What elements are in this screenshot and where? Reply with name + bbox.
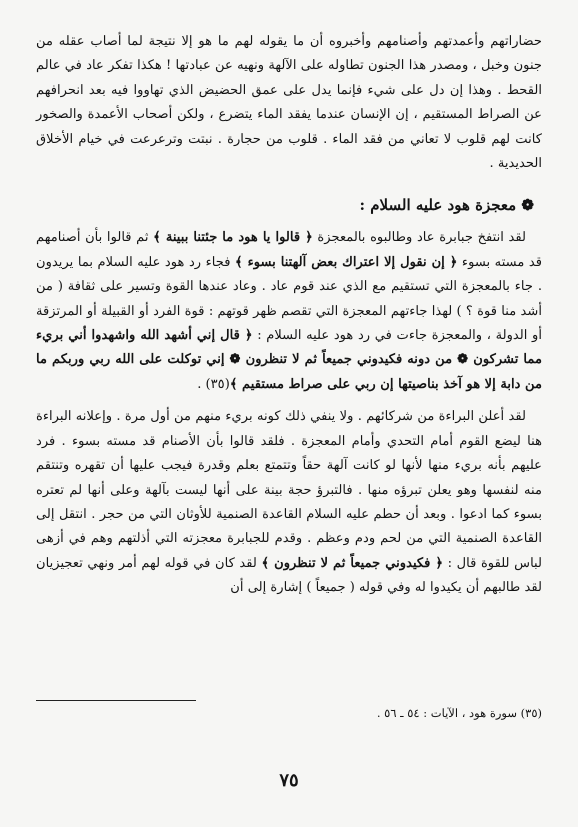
paragraph-2 [36, 226, 542, 397]
text-run: لقد انتفخ جبابرة عاد وطالبوه بالمعجزة [312, 230, 526, 246]
quran-verse: ﴿ فكيدوني جميعاً ثم لا تنظرون ﴾ [261, 555, 444, 571]
text-run: لقد أعلن البراءة من شركائهم . ولا ينفي ذلك كونه بريء منهم من أول مرة . وإعلانه البراءة هنا ليضع القوم أمام التحدي وأمام المعجزة . فلقد قالوا بأن الأصنام قد مسته بسوء . فرد عليهم بأنه بريء منها لأنها لو كانت آلهة حقاً وتتمتع بعلم وقدرة فيجب عليها أن تقهره وتنتقم منه لنفسها وهو يعلن تبرؤه منها . فالتبرؤ حجة بينة على أنها ليست بآلهة وعلى أنها لم تعتره بسوء كما ادعوا . وبعد أن حطم عليه السلام القاعدة الصنمية للأوثان التي من حجر . انتقل إلى القاعدة الصنمية التي من لحم ودم وعظم . وقدم للجبابرة معجزته التي أذلتهم وهم في أزهى لباس للقوة قال : [36, 409, 543, 571]
quran-verse: ﴿ قالوا يا هود ما جئتنا ببينة ﴾ [153, 230, 313, 246]
page-number: ٧٥ [279, 770, 299, 791]
quran-verse: ﴿ قال إني أشهد الله واشهدوا أني بريء مما تشركون ❁ من دونه فكيدوني جميعاً ثم لا تنظرون ❁ إني توكلت على الله ربي وربكم ما من دابة إلا هو آخذ بناصيتها إن ربي على صراط مستقيم ﴾ [36, 328, 542, 392]
section-heading: ❁ معجزة هود عليه السلام : [359, 196, 534, 215]
text-run: حضاراتهم وأعمدتهم وأصنامهم وأخبروه أن ما يقوله لهم ما هو إلا نتيجة لما أصاب عقله من جنون وخبل ، ومصدر هذا الجنون تطاوله على الآلهة ونهيه عن عبادتها ! هكذا تفكر عاد في عالم القحط . وهذا إن دل على شيء فإنما يدل على عمق الحضيض الذي تهاووا فيه بعد انحرافهم عن الصراط المستقيم ، إن الإنسان عندما يفقد الماء يتضرع ، ولكن أصحاب الأعمدة والصخور كانت لهم قلوب لا تعاني من فقد الماء . قلوب من حجارة . نبتت وترعرعت في خيام الأخلاق الحديدية . [36, 34, 542, 172]
quran-verse: ﴿ إن نقول إلا اعتراك بعض آلهتنا بسوء ﴾ [235, 254, 458, 270]
text-run: (٣٥) . [197, 376, 230, 392]
footnote: (٣٥) سورة هود ، الآيات : ٥٤ ـ ٥٦ . [376, 706, 542, 720]
paragraph-1 [36, 30, 542, 176]
text-run: لقد كان في قوله لهم أمر ونهي تعجيزيان لقد طالبهم أن يكيدوا له وفي قوله ( جميعاً ) إشارة إلى أن [36, 555, 542, 596]
text-run: ثم قالوا بأن أصنامهم قد مسته بسوء [36, 230, 542, 270]
page-body [36, 30, 542, 601]
paragraph-3 [36, 405, 542, 600]
footnote-divider [36, 700, 196, 701]
text-run: فجاء رد هود عليه السلام بما يريدون . جاء بالمعجزة التي تستقيم مع الذي عند قوم عاد . وعاد عندها القوة وتسير على ثقافة ( من أشد منا قوة ؟ ) لهذا جاءتهم المعجزة التي تقصم ظهر قوتهم : قوة الفرد أو القبيلة أو المرتزقة أو الدولة ، والمعجزة جاءت في رد هود عليه السلام : [36, 254, 542, 344]
